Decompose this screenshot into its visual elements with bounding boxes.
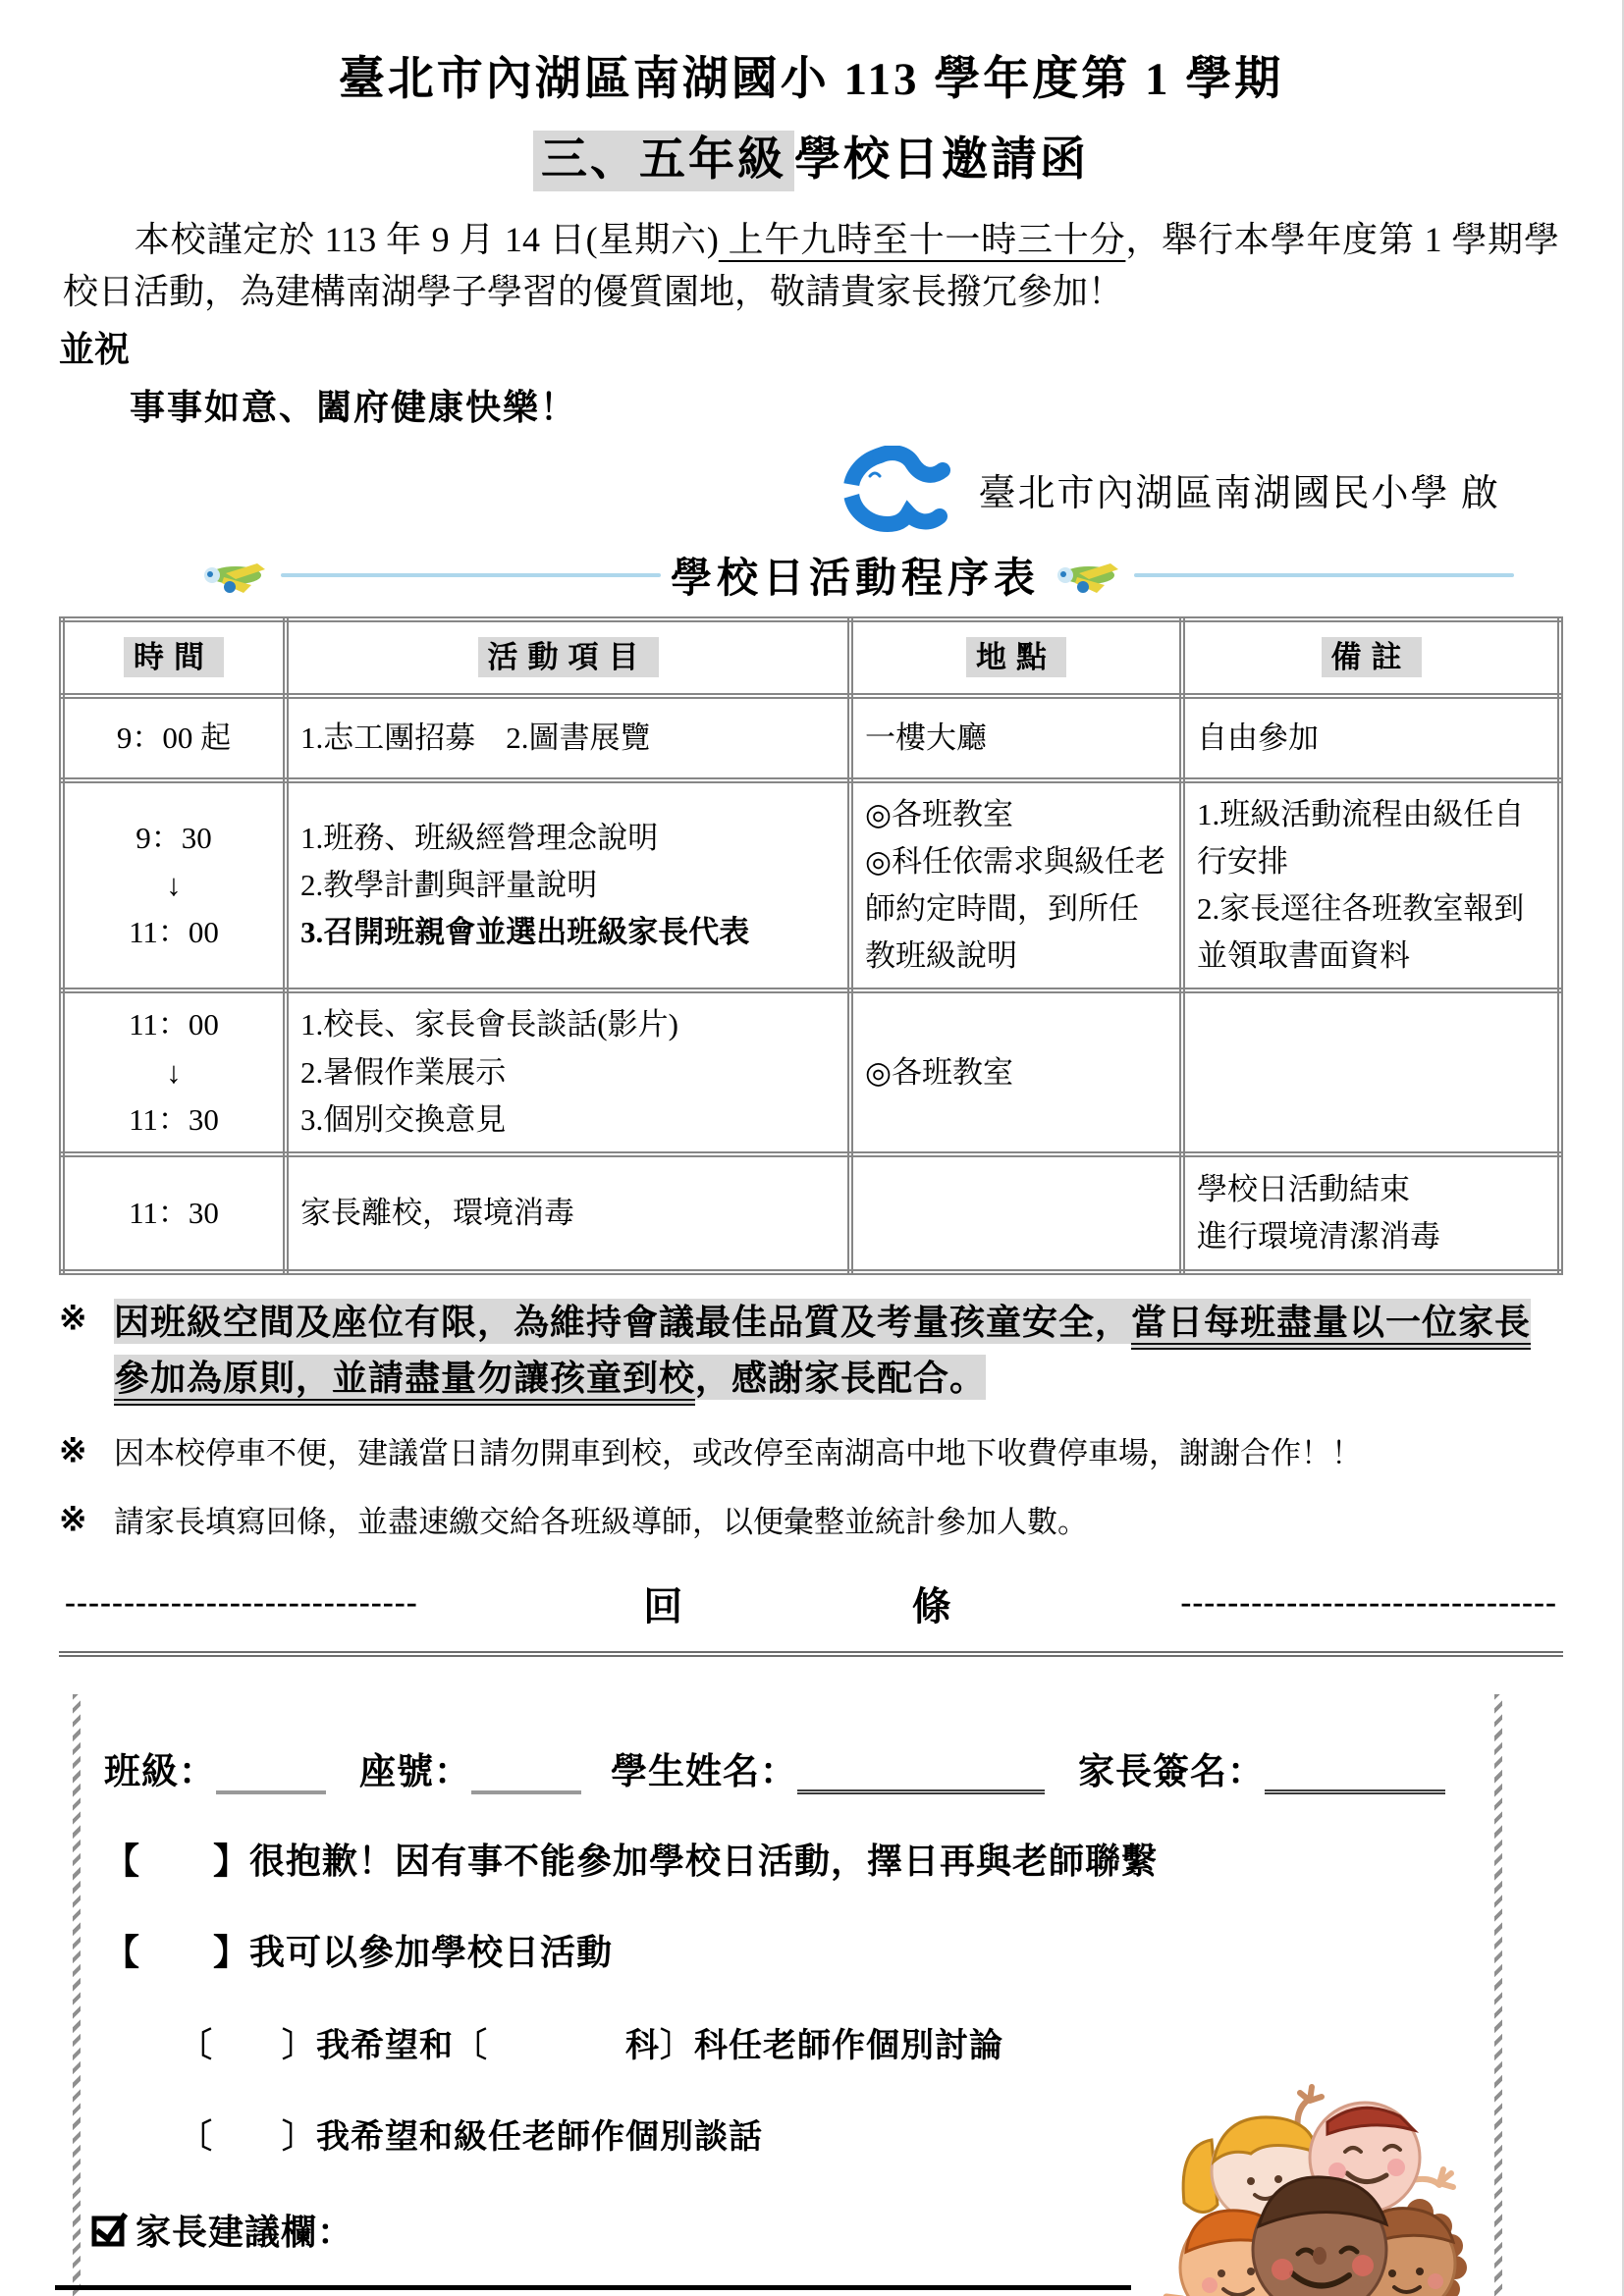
grade-highlight: 三、五年級 <box>533 131 794 191</box>
fish-logo-icon <box>842 446 952 532</box>
intro-part3: 並祝 <box>59 330 131 370</box>
intro-part2: ，舉行本學年度第 1 學期學校日活動，為建構南湖學子學習的優質園地，敬請貴家長撥冗參加！ <box>63 219 1559 312</box>
header-location: 地點 <box>850 619 1182 696</box>
class-field-blank <box>216 1749 326 1794</box>
down-arrow-icon: ↓ <box>166 1054 182 1090</box>
sub-option-bracket: 〔 〕 <box>179 2118 316 2156</box>
location-cell: ◎各班教室 ◎科任依需求與級任老師約定時間，到所任教班級說明 <box>850 780 1182 990</box>
divider-dashes-right: -------------------------------- <box>1180 1584 1557 1621</box>
reply-slip <box>59 1694 1563 2296</box>
option-bracket: 【 】 <box>104 1841 250 1881</box>
horizontal-rule <box>59 1651 1563 1657</box>
page-bottom-line <box>55 2285 1131 2290</box>
school-signature: 臺北市內湖區南湖國民小學 啟 <box>978 472 1500 514</box>
table-row <box>62 990 1560 1153</box>
seat-field-label: 座號： <box>359 1751 471 1792</box>
reference-mark: ※ <box>59 1432 87 1469</box>
divider-label-1: 回 <box>643 1583 687 1629</box>
table-header-row <box>62 619 1560 696</box>
remarks-cell: 1.班級活動流程由級任自行安排 2.家長逕往各班教室報到並領取書面資料 <box>1182 780 1560 990</box>
document-title-line2 <box>59 123 1563 188</box>
notice-parking <box>59 1427 1563 1477</box>
intro-paragraph <box>63 214 1559 319</box>
header-activity: 活動項目 <box>286 619 850 696</box>
option-cannot-attend: 【 】很抱歉！因有事不能參加學校日活動，擇日再與老師聯繫 <box>104 1841 1159 1881</box>
signature-row <box>59 446 1500 532</box>
schedule-banner <box>196 546 1514 605</box>
intro-time-underlined: 上午九時至十一時三十分 <box>718 219 1126 259</box>
location-cell <box>850 1154 1182 1272</box>
activity-cell: 家長離校，環境消毒 <box>286 1154 850 1272</box>
parent-signature-field-blank <box>1265 1748 1445 1794</box>
time-cell: 9：00 起 <box>62 696 286 780</box>
sub-option-homeroom-teacher: 〔 〕我希望和級任老師作個別談話 <box>179 2118 763 2156</box>
sub-option-subject-teacher: 〔 〕我希望和〔 科〕科任老師作個別討論 <box>179 2027 1003 2064</box>
table-row <box>62 1154 1560 1272</box>
notice-parking-text: 因本校停車不便，建議當日請勿開車到校，或改停至南湖高中地下收費停車場，謝謝合作！！ <box>114 1435 1362 1470</box>
notice-reply-text: 請家長填寫回條，並盡速繳交給各班級導師，以便彙整並統計參加人數。 <box>114 1505 1088 1540</box>
divider-dashes-left: ------------------------------ <box>65 1584 418 1621</box>
seat-field-blank <box>471 1749 581 1794</box>
time-cell: 11：30 <box>62 1154 286 1272</box>
class-field-label: 班級： <box>104 1751 216 1792</box>
header-time: 時間 <box>62 619 286 696</box>
reference-mark: ※ <box>59 1300 87 1337</box>
time-cell: 9：30 ↓ 11：00 <box>62 780 286 990</box>
title-line2-rest: 學校日邀請函 <box>794 133 1089 186</box>
schedule-table <box>59 616 1563 1274</box>
parent-signature-field-label: 家長簽名： <box>1078 1751 1265 1792</box>
parent-suggestion-label: 家長建議欄： <box>135 2212 354 2252</box>
divider-label-2: 條 <box>911 1583 955 1629</box>
table-row <box>62 780 1560 990</box>
notice-capacity <box>59 1295 1563 1408</box>
table-row <box>62 696 1560 780</box>
banner-title: 學校日活動程序表 <box>671 557 1041 603</box>
location-cell: 一樓大廳 <box>850 696 1182 780</box>
student-name-field-label: 學生姓名： <box>611 1751 797 1792</box>
activity-cell: 1.志工團招募 2.圖書展覽 <box>286 696 850 780</box>
option-can-attend: 【 】我可以參加學校日活動 <box>104 1932 614 1972</box>
intro-part1: 本校謹定於 113 年 9 月 14 日(星期六) <box>134 219 719 259</box>
sub-option-bracket: 〔 〕 <box>179 2027 316 2064</box>
activity-cell: 1.班務、班級經營理念說明 2.教學計劃與評量說明 3.召開班親會並選出班級家長代表 <box>286 780 850 990</box>
student-name-field-blank <box>797 1748 1045 1794</box>
banner-line-right <box>1134 573 1514 577</box>
option-bracket: 【 】 <box>104 1932 250 1972</box>
down-arrow-icon: ↓ <box>166 868 182 903</box>
location-cell: ◎各班教室 <box>850 990 1182 1153</box>
document-title-line1: 臺北市內湖區南湖國小 113 學年度第 1 學期 <box>338 54 1284 105</box>
airplane-icon <box>1050 548 1134 603</box>
remarks-cell: 自由參加 <box>1182 696 1560 780</box>
time-cell: 11：00 ↓ 11：30 <box>62 990 286 1153</box>
reply-slip-divider <box>65 1575 1557 1631</box>
notice-reply <box>59 1496 1563 1546</box>
remarks-cell <box>1182 990 1560 1153</box>
airplane-icon <box>196 548 281 603</box>
banner-line-left <box>281 573 661 577</box>
blessing-line: 事事如意、闔府健康快樂！ <box>130 388 578 428</box>
activity-cell: 1.校長、家長會長談話(影片) 2.暑假作業展示 3.個別交換意見 <box>286 990 850 1153</box>
checked-box-icon <box>90 2211 128 2248</box>
remarks-cell: 學校日活動結束 進行環境清潔消毒 <box>1182 1154 1560 1272</box>
reply-fields-row <box>104 1741 1445 1794</box>
children-illustration <box>1153 2071 1492 2296</box>
header-remarks: 備註 <box>1182 619 1560 696</box>
reference-mark: ※ <box>59 1502 87 1539</box>
notice-capacity-text: 因班級空間及座位有限，為維持會議最佳品質及考量孩童安全，當日每班盡量以一位家長參加為原則，並請盡量勿讓孩童到校，感謝家長配合。 <box>114 1295 1563 1408</box>
